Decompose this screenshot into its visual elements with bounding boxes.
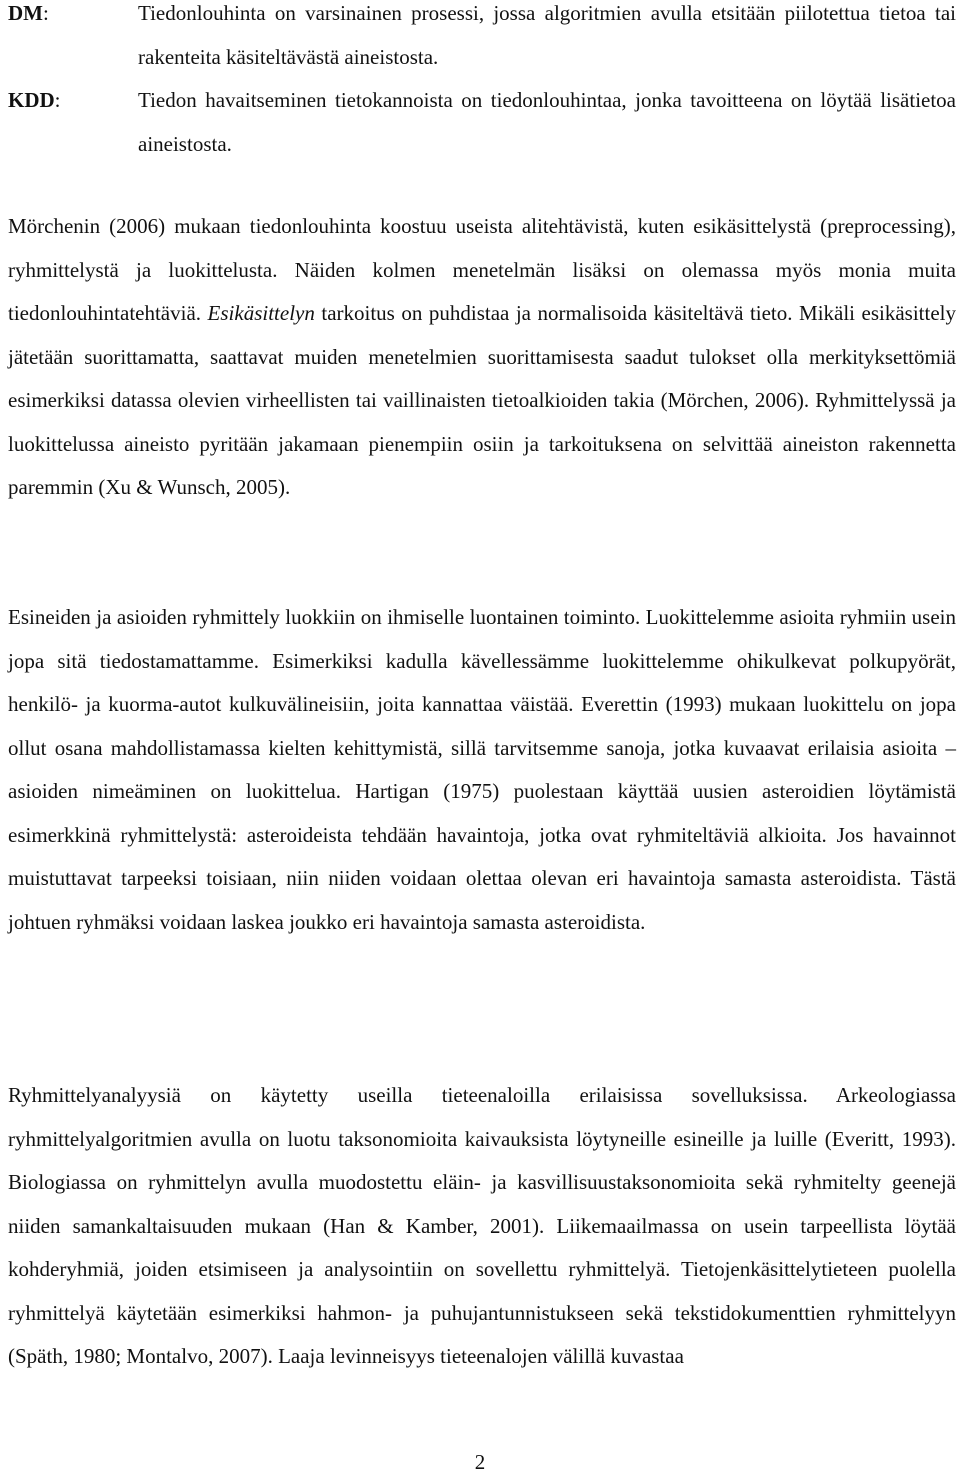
definition-separator: :: [43, 1, 49, 25]
definition-term: DM: [8, 1, 43, 25]
paragraph-preprocessing: [8, 205, 956, 510]
definition-kdd: [8, 79, 956, 166]
paragraph-text: tarkoitus on puhdistaa ja normalisoida käsiteltävä tieto. Mikäli esikäsittely jätetään suorittamatta, saattavat muiden menetelmien suorittamisesta saadut tulokset olla merkityksettömiä esimerkiksi datassa olevien virheellisten tai vaillinaisten tietoalkioiden takia (Mörchen, 2006). Ryhmittelyssä ja luokittelussa aineisto pyritään jakamaan pienempiin osiin ja tarkoituksena on selvittää aineiston rakennetta paremmin (Xu & Wunsch, 2005).: [8, 301, 957, 499]
definition-text: Tiedonlouhinta on varsinainen prosessi, jossa algoritmien avulla etsitään piilotettua tietoa tai rakenteita käsiteltävästä aineistosta.: [138, 1, 956, 69]
definition-term: KDD: [8, 88, 55, 112]
paragraph-classification: Esineiden ja asioiden ryhmittely luokkiin on ihmiselle luontainen toiminto. Luokittelemme asioita ryhmiin usein jopa sitä tiedostamattamme. Esimerkiksi kadulla kävellessämme luokittelemme ohikulkevat polkupyörät, henkilö- ja kuorma-autot kulkuvälineisiin, joita kannattaa väistää. Everettin (1993) mukaan luokittelu on jopa ollut osana mahdollistamassa kielten kehittymistä, sillä tarvitsemme sanoja, jotka kuvaavat erilaisia asioita – asioiden nimeäminen on luokittelua. Hartigan (1975) puolestaan käyttää uusien asteroidien löytämistä esimerkkinä ryhmittelystä: asteroideista tehdään havaintoja, jotka ovat ryhmiteltäviä alkioita. Jos havainnot muistuttavat tarpeeksi toisiaan, niin niiden voidaan olettaa olevan eri havaintoja samasta asteroidista. Tästä johtuen ryhmäksi voidaan laskea joukko eri havaintoja samasta asteroidista.: [8, 605, 956, 934]
emphasis-text: Esikäsittelyn: [207, 301, 315, 325]
page-number: 2: [474, 1450, 486, 1474]
paragraph-text: Mörchenin (2006) mukaan tiedonlouhinta koostuu useista alitehtävistä, kuten esikäsittelystä (preprocessing), ryhmittelystä ja luokittelusta. Näiden kolmen menetelmän lisäksi on olemassa myös monia muita tiedonlouhintatehtäviä.: [8, 214, 956, 325]
paragraph-applications: Ryhmittelyanalyysiä on käytetty useilla tieteenaloilla erilaisissa sovelluksissa. Arkeologiassa ryhmittelyalgoritmien avulla on luotu taksonomioita kaivauksista löytyneille esineille ja luille (Everitt, 1993). Biologiassa on ryhmittelyn avulla muodostettu eläin- ja kasvillisuustaksonomioita sekä ryhmitelty geenejä niiden samankaltaisuuden mukaan (Han & Kamber, 2001). Liikemaailmassa on usein tarpeellista löytää kohderyhmiä, joiden etsimiseen ja analysointiin on sovellettu ryhmittelyä. Tietojenkäsittelytieteen puolella ryhmittelyä käytetään esimerkiksi hahmon- ja puhujantunnistukseen sekä tekstidokumenttien ryhmittelyyn (Späth, 1980; Montalvo, 2007). Laaja levinneisyys tieteenalojen välillä kuvastaa: [8, 1083, 956, 1368]
definition-dm: [8, 0, 956, 79]
definition-text: Tiedon havaitseminen tietokannoista on tiedonlouhintaa, jonka tavoitteena on löytää lisätietoa aineistosta.: [138, 88, 956, 156]
definition-list: [8, 0, 956, 166]
definition-separator: :: [54, 88, 61, 112]
